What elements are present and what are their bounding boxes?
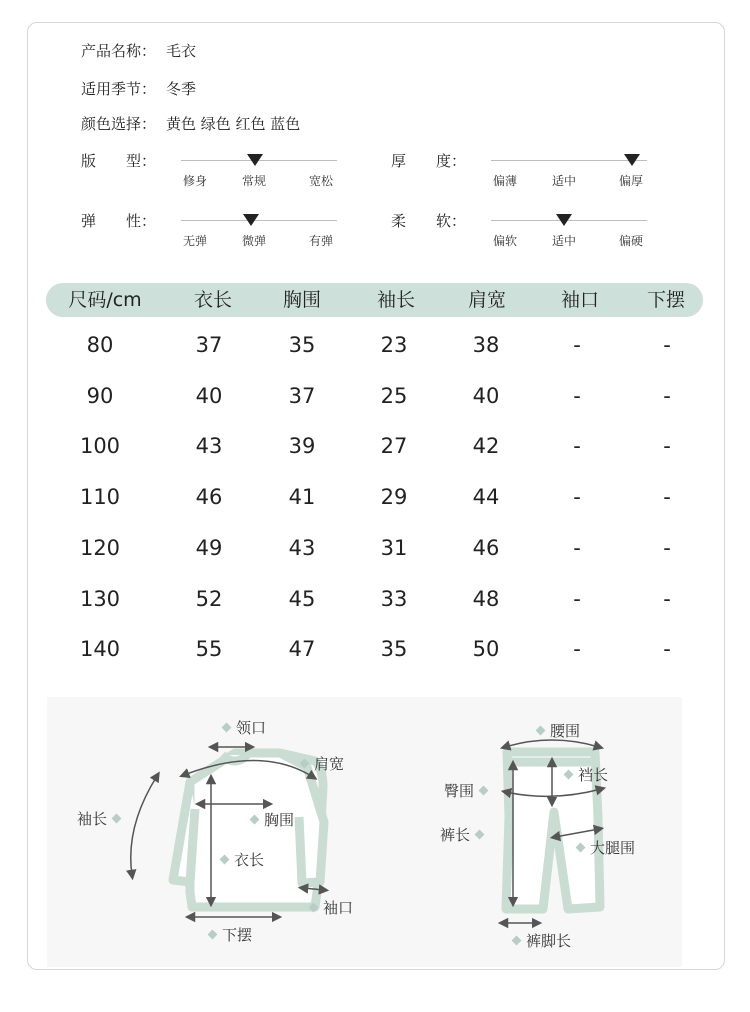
cell-hem: -	[663, 485, 671, 510]
thickness-marker	[624, 154, 640, 166]
cell-size: 120	[79, 535, 121, 560]
cell-shoulder: 40	[472, 383, 500, 408]
cell-size: 90	[86, 383, 114, 408]
cell-chest: 43	[288, 535, 316, 560]
label-collar: 领口	[217, 717, 266, 738]
season-row	[81, 78, 196, 99]
cell-cuff: -	[573, 434, 581, 459]
cell-length: 46	[195, 485, 223, 510]
stretch-option-1: 无弹	[183, 234, 208, 248]
cell-sleeve: 27	[380, 434, 408, 459]
cell-hem: -	[663, 535, 671, 560]
cell-size: 110	[79, 485, 121, 510]
softness-scale	[491, 214, 647, 250]
label-pants-length: 裤长	[440, 824, 489, 845]
cell-shoulder: 48	[472, 586, 500, 611]
cell-length: 37	[195, 333, 223, 357]
cell-shoulder: 44	[472, 485, 500, 510]
label-cuff: 袖口	[304, 897, 353, 918]
fit-label: 版 型：	[81, 152, 157, 170]
cell-cuff: -	[573, 586, 581, 611]
cell-chest: 41	[288, 485, 316, 510]
fit-marker	[247, 154, 263, 166]
fit-option-3: 宽松	[309, 174, 334, 188]
header-length: 衣长	[193, 289, 232, 311]
fit-option-2: 常规	[242, 174, 267, 188]
label-length: 衣长	[215, 849, 264, 870]
cell-size: 140	[79, 637, 121, 662]
header-hem: 下摆	[646, 289, 685, 311]
label-sleeve: 袖长	[77, 808, 126, 829]
cell-length: 40	[195, 383, 223, 408]
cell-chest: 47	[288, 637, 316, 662]
cell-hem: -	[663, 637, 671, 662]
cell-hem: -	[663, 434, 671, 459]
sweater-icon	[173, 753, 324, 907]
cell-chest: 37	[288, 383, 316, 408]
stretch-scale	[181, 214, 337, 250]
label-hem: 下摆	[203, 924, 252, 945]
cell-size: 100	[79, 434, 121, 459]
product-name-value: 毛衣	[166, 42, 197, 60]
fit-option-1: 修身	[183, 174, 208, 188]
softness-label: 柔 软：	[391, 212, 467, 230]
cell-shoulder: 50	[472, 637, 500, 662]
season-label: 适用季节：	[81, 80, 157, 98]
cell-length: 55	[195, 637, 223, 662]
header-chest: 胸围	[282, 289, 321, 311]
label-hip: 臀围	[444, 780, 493, 801]
softness-option-2: 适中	[552, 234, 577, 248]
cell-sleeve: 35	[380, 637, 408, 662]
cell-sleeve: 33	[380, 586, 408, 611]
cell-chest: 39	[288, 434, 316, 459]
label-chest: 胸围	[245, 809, 294, 830]
header-sleeve: 袖长	[376, 289, 415, 311]
label-leg-opening: 裤脚长	[507, 930, 571, 951]
product-name-label: 产品名称：	[81, 42, 157, 60]
stretch-option-3: 有弹	[309, 234, 334, 248]
cell-shoulder: 46	[472, 535, 500, 560]
softness-option-1: 偏软	[493, 234, 518, 248]
cell-sleeve: 29	[380, 485, 408, 510]
thickness-option-1: 偏薄	[493, 174, 518, 188]
cell-sleeve: 31	[380, 535, 408, 560]
stretch-label: 弹 性：	[81, 212, 157, 230]
color-row	[81, 113, 300, 134]
stretch-option-2: 微弹	[242, 234, 267, 248]
label-shoulder: 肩宽	[295, 753, 344, 774]
cell-size: 130	[79, 586, 121, 611]
label-rise: 裆长	[559, 764, 608, 785]
header-cuff: 袖口	[560, 289, 599, 311]
cell-sleeve: 23	[380, 333, 408, 357]
cell-length: 52	[195, 586, 223, 611]
color-value: 黄色 绿色 红色 蓝色	[166, 115, 301, 133]
thickness-label: 厚 度：	[391, 152, 467, 170]
cell-sleeve: 25	[380, 383, 408, 408]
cell-hem: -	[663, 333, 671, 357]
season-value: 冬季	[166, 80, 197, 98]
garment-illustration	[47, 697, 682, 967]
cell-cuff: -	[573, 535, 581, 560]
header-size: 尺码/cm	[68, 289, 142, 311]
cell-shoulder: 42	[472, 434, 500, 459]
cell-hem: -	[663, 586, 671, 611]
cell-cuff: -	[573, 485, 581, 510]
cell-length: 49	[195, 535, 223, 560]
label-thigh: 大腿围	[571, 837, 635, 858]
cell-chest: 45	[288, 586, 316, 611]
stretch-marker	[243, 214, 259, 226]
cell-chest: 35	[288, 333, 316, 357]
thickness-scale	[491, 154, 647, 190]
label-waist: 腰围	[531, 720, 580, 741]
softness-marker	[556, 214, 572, 226]
cell-size: 80	[86, 333, 114, 357]
header-shoulder: 肩宽	[467, 289, 506, 311]
thickness-option-2: 适中	[552, 174, 577, 188]
thickness-option-3: 偏厚	[619, 174, 644, 188]
product-name-row	[81, 40, 196, 61]
softness-option-3: 偏硬	[619, 234, 644, 248]
cell-cuff: -	[573, 333, 581, 357]
measurement-diagram	[47, 697, 682, 967]
color-label: 颜色选择：	[81, 115, 157, 133]
fit-scale	[181, 154, 337, 190]
cell-length: 43	[195, 434, 223, 459]
cell-hem: -	[663, 383, 671, 408]
cell-cuff: -	[573, 383, 581, 408]
cell-shoulder: 38	[472, 333, 500, 357]
cell-cuff: -	[573, 637, 581, 662]
